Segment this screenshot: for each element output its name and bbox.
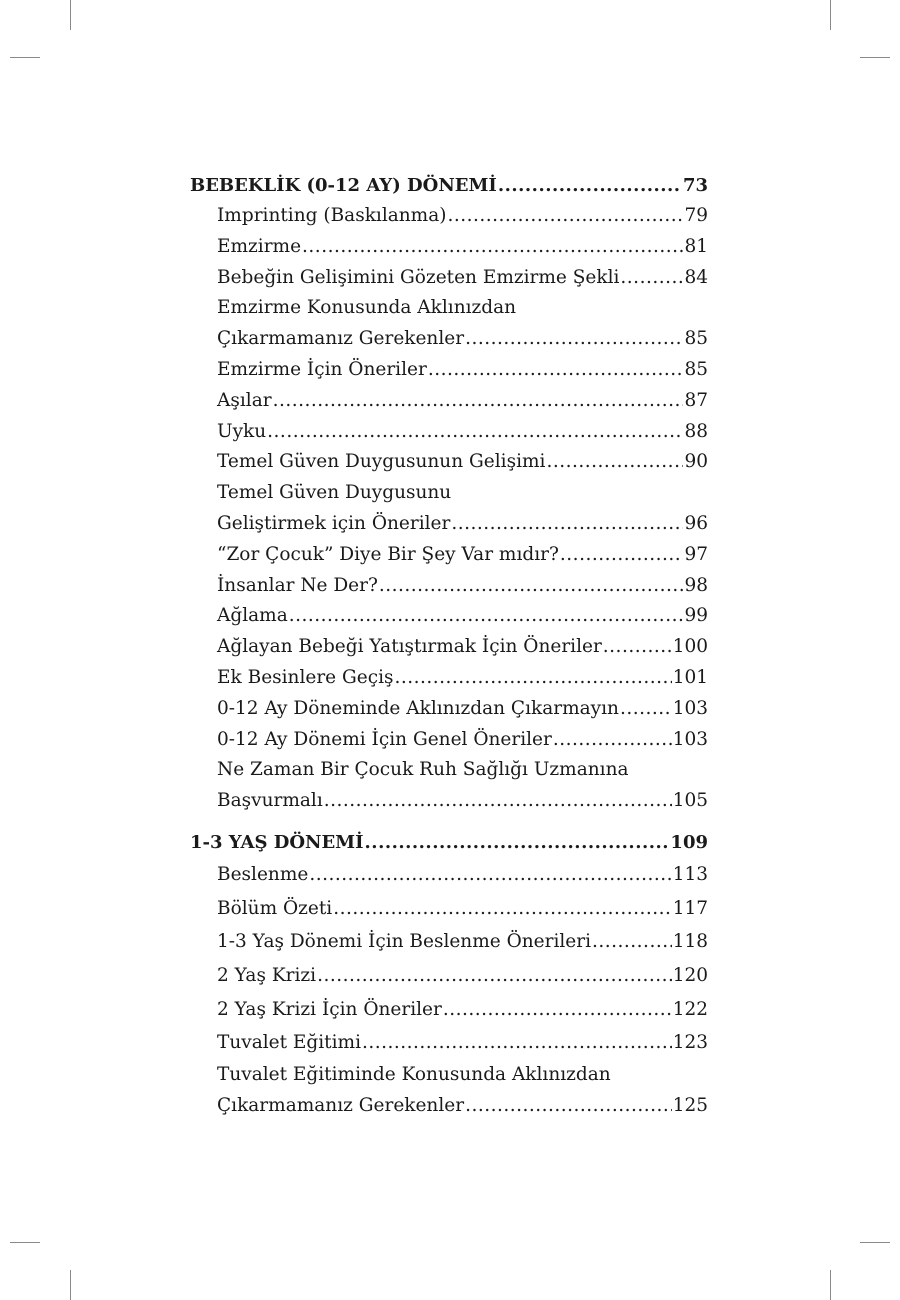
toc-entry[interactable] — [190, 892, 708, 926]
toc-entry-label-line1[interactable]: Emzirme Konusunda Aklınızdan — [217, 297, 517, 319]
toc-page-number: 103 — [672, 728, 708, 750]
toc-page-number: 118 — [672, 931, 708, 953]
toc-page-number: 117 — [672, 897, 708, 919]
dot-leader — [465, 1091, 672, 1122]
toc-entry[interactable] — [190, 1091, 708, 1122]
toc-page-number: 96 — [684, 512, 708, 534]
toc-entry[interactable] — [190, 263, 708, 294]
toc-entry-label: Ek Besinlere Geçiş — [217, 666, 394, 688]
toc-page-number: 113 — [672, 863, 708, 885]
toc-entry[interactable] — [190, 993, 708, 1027]
dot-leader — [267, 417, 683, 448]
toc-entry-label: 0-12 Ay Döneminde Aklınızdan Çıkarmayın — [217, 697, 619, 719]
toc-entry-label: 0-12 Ay Dönemi İçin Genel Öneriler — [217, 728, 552, 750]
dot-leader — [603, 632, 672, 663]
toc-entry-label: Aşılar — [217, 389, 272, 411]
toc-page-number: 85 — [684, 358, 708, 380]
dot-leader — [428, 355, 684, 386]
toc-entry-label: Bebeğin Gelişimini Gözeten Emzirme Şekli — [217, 266, 620, 288]
toc-entry[interactable] — [190, 447, 708, 478]
toc-entry[interactable] — [190, 725, 708, 756]
toc-entry[interactable] — [190, 1026, 708, 1060]
dot-leader — [365, 827, 670, 858]
crop-mark — [830, 0, 831, 30]
toc-entry-label: Çıkarmamanız Gerekenler — [217, 1094, 465, 1116]
toc-entry-label: 1-3 Yaş Dönemi İçin Beslenme Önerileri — [217, 931, 592, 953]
toc-entry[interactable] — [190, 959, 708, 993]
toc-entry-label: Ağlama — [217, 605, 288, 627]
toc-page-number: 122 — [672, 998, 708, 1020]
toc-entry[interactable] — [190, 571, 708, 602]
toc-section-title: 1-3 YAŞ DÖNEMİ — [190, 831, 364, 853]
toc-page-number: 99 — [684, 605, 708, 627]
toc-entry[interactable] — [190, 694, 708, 725]
toc-entry[interactable] — [190, 858, 708, 892]
toc-entry-label: 2 Yaş Krizi — [217, 965, 317, 986]
toc-page-number: 105 — [672, 790, 708, 812]
toc-page-number: 81 — [684, 235, 708, 257]
dot-leader — [309, 858, 671, 892]
toc-page-number: 90 — [684, 451, 708, 473]
toc-entry-label-line1[interactable]: Tuvalet Eğitiminde Konusunda Aklınızdan — [217, 1064, 611, 1086]
toc-page-number: 84 — [684, 266, 708, 288]
toc-entry-label: Beslenme — [217, 863, 309, 885]
toc-entry-label: Bölüm Özeti — [217, 897, 333, 919]
toc-entry[interactable] — [190, 601, 708, 632]
toc-entry-label: Tuvalet Eğitimi — [217, 1032, 361, 1054]
toc-entry[interactable] — [190, 786, 708, 817]
toc-entry-label-line1[interactable]: Temel Güven Duygusunu — [217, 482, 452, 504]
dot-leader — [465, 324, 683, 355]
dot-leader — [362, 1026, 672, 1060]
toc-entry[interactable] — [190, 324, 708, 355]
dot-leader — [443, 993, 672, 1027]
dot-leader — [273, 386, 684, 417]
toc-entry[interactable] — [190, 632, 708, 663]
toc-entry[interactable] — [190, 509, 708, 540]
section-spacer — [190, 817, 708, 827]
toc-page-number: 87 — [684, 389, 708, 411]
crop-mark — [860, 1242, 890, 1243]
toc-entry-label: Ağlayan Bebeği Yatıştırmak İçin Öneriler — [217, 636, 602, 658]
dot-leader — [324, 786, 672, 817]
toc-page-number: 73 — [682, 175, 708, 196]
dot-leader — [560, 540, 684, 571]
toc-entry[interactable] — [190, 386, 708, 417]
toc-entry[interactable] — [190, 232, 708, 263]
dot-leader — [317, 959, 672, 993]
toc-entry[interactable] — [190, 925, 708, 959]
toc-section[interactable] — [190, 170, 708, 201]
toc-page-number: 85 — [684, 328, 708, 350]
toc-entry[interactable] — [190, 417, 708, 448]
toc-page-number: 109 — [670, 831, 708, 853]
toc-section-title: BEBEKLİK (0-12 AY) DÖNEMİ — [190, 175, 497, 196]
toc-entry[interactable] — [190, 355, 708, 386]
dot-leader — [395, 663, 672, 694]
dot-leader — [546, 447, 683, 478]
toc-page-number: 123 — [672, 1032, 708, 1054]
toc-entry-label: 2 Yaş Krizi İçin Öneriler — [217, 998, 442, 1020]
toc-page-number: 79 — [684, 205, 708, 226]
toc-entry-label: Başvurmalı — [217, 790, 323, 812]
dot-leader — [592, 925, 672, 959]
crop-mark — [860, 57, 890, 58]
toc-page-number: 125 — [672, 1094, 708, 1116]
dot-leader — [451, 509, 683, 540]
toc-page-number: 98 — [684, 574, 708, 596]
toc-entry-label: Imprinting (Baskılanma) — [217, 205, 447, 226]
dot-leader — [553, 725, 672, 756]
dot-leader — [333, 892, 671, 926]
toc-entry[interactable] — [190, 663, 708, 694]
toc-entry-label: “Zor Çocuk” Diye Bir Şey Var mıdır? — [217, 543, 559, 565]
toc-entry-label: Uyku — [217, 420, 267, 442]
crop-mark — [70, 1270, 71, 1300]
dot-leader — [447, 201, 683, 232]
toc-page-number: 97 — [684, 543, 708, 565]
toc-page-number: 101 — [672, 666, 708, 688]
toc-page-number: 88 — [684, 420, 708, 442]
crop-mark — [70, 0, 71, 30]
crop-mark — [10, 57, 40, 58]
toc-entry-label: İnsanlar Ne Der? — [217, 574, 378, 596]
crop-mark — [830, 1270, 831, 1300]
toc-entry-label: Geliştirmek için Öneriler — [217, 512, 451, 534]
toc-entry-label-line1[interactable]: Ne Zaman Bir Çocuk Ruh Sağlığı Uzmanına — [217, 759, 629, 781]
dot-leader — [620, 263, 683, 294]
toc-page-number: 100 — [672, 636, 708, 658]
toc-entry-label: Emzirme — [217, 235, 302, 257]
toc-entry-label: Emzirme İçin Öneriler — [217, 358, 427, 380]
toc-page-number: 120 — [672, 965, 708, 986]
dot-leader — [302, 232, 683, 263]
toc-entry-label: Temel Güven Duygusunun Gelişimi — [217, 451, 546, 473]
dot-leader — [289, 601, 684, 632]
dot-leader — [498, 170, 682, 201]
crop-mark — [10, 1242, 40, 1243]
toc-entry-label: Çıkarmamanız Gerekenler — [217, 328, 465, 350]
dot-leader — [379, 571, 684, 602]
toc-entry[interactable] — [190, 201, 708, 232]
toc-page-number: 103 — [672, 697, 708, 719]
toc-entry[interactable] — [190, 540, 708, 571]
table-of-contents — [190, 170, 708, 1122]
dot-leader — [620, 694, 672, 725]
toc-section[interactable] — [190, 827, 708, 858]
